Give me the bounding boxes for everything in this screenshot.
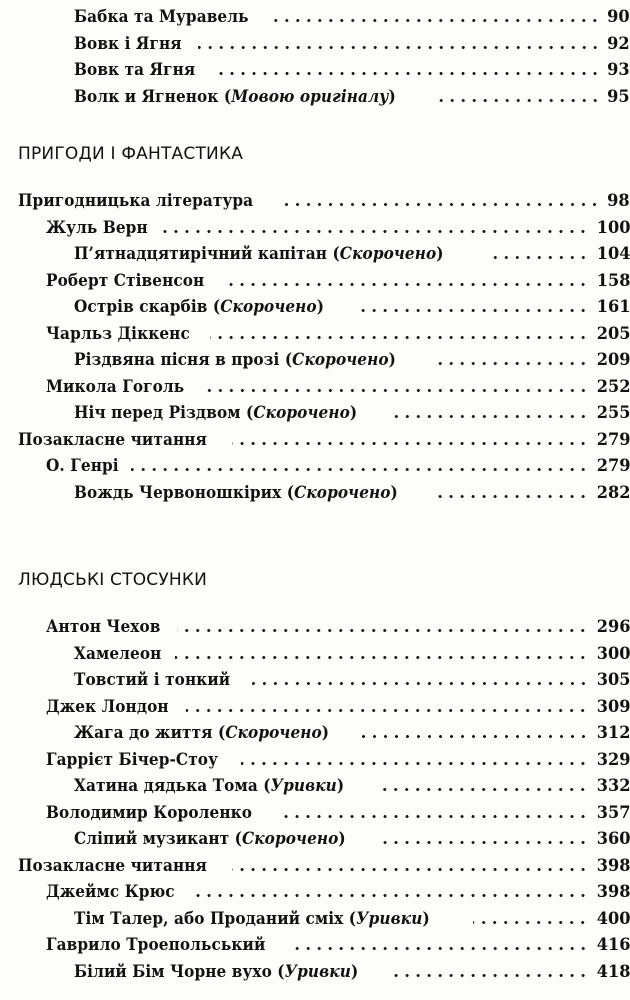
entry-title-text: Тім Талер, або Проданий сміх — [74, 909, 344, 929]
entry-title — [46, 456, 122, 476]
dot-leader — [131, 468, 589, 471]
toc-entry — [0, 215, 630, 241]
dot-leader — [283, 203, 600, 206]
entry-note: Мовою оригіналу — [231, 87, 389, 107]
entry-note: Скорочено — [241, 829, 339, 849]
dot-leader — [232, 442, 589, 445]
section-heading: ЛЮДСЬКІ СТОСУНКИ — [18, 570, 208, 590]
toc-entry — [0, 453, 630, 479]
entry-title-text: Антон Чехов — [46, 617, 161, 637]
toc-entry — [0, 347, 630, 373]
dot-leader — [380, 841, 589, 844]
entry-note: Скорочено — [220, 297, 317, 317]
toc-entry — [0, 773, 630, 799]
entry-title: Білий Бім Чорне вухо (Уривки) — [74, 962, 359, 982]
dot-leader — [226, 283, 589, 286]
toc-entry — [0, 321, 630, 347]
dot-leader — [204, 389, 589, 392]
entry-title — [46, 935, 269, 955]
dot-leader — [279, 815, 589, 818]
toc-entry — [0, 188, 630, 214]
toc-entry — [0, 800, 630, 826]
entry-title — [74, 670, 234, 690]
entry-title-text: Микола Гоголь — [46, 377, 185, 397]
toc-entry — [0, 57, 630, 83]
page-number: 400 — [596, 909, 630, 929]
dot-leader — [175, 656, 588, 659]
entry-title — [74, 34, 185, 54]
entry-title — [18, 430, 211, 450]
toc-entry — [0, 853, 630, 879]
entry-title-text: Сліпий музикант — [74, 829, 230, 849]
toc-entry — [0, 879, 630, 905]
entry-title: Ніч перед Різдвом (Скорочено) — [74, 403, 358, 423]
entry-title — [46, 882, 178, 902]
entry-title-text: Жуль Верн — [46, 218, 148, 238]
dot-leader — [362, 735, 589, 738]
entry-title — [74, 644, 165, 664]
entry-title — [46, 218, 151, 238]
page-number: 100 — [596, 218, 630, 238]
entry-note: Скорочено — [253, 403, 350, 423]
entry-title-text: П’ятнадцятирічний капітан — [74, 244, 328, 264]
entry-title: Тім Талер, або Проданий сміх (Уривки) — [74, 909, 430, 929]
page-number: 93 — [607, 60, 630, 80]
dot-leader — [378, 788, 588, 791]
entry-title: Вождь Червоношкірих (Скорочено) — [74, 483, 398, 503]
entry-title-text: Ніч перед Різдвом — [74, 403, 241, 423]
entry-title-text: Чарльз Діккенс — [46, 324, 190, 344]
toc-entry — [0, 747, 630, 773]
dot-leader — [436, 99, 601, 102]
page-number: 255 — [596, 403, 630, 423]
entry-note: Уривки — [270, 776, 337, 796]
page-number: 158 — [596, 271, 630, 291]
page-number: 418 — [596, 962, 630, 982]
dot-leader — [438, 495, 589, 498]
dot-leader — [232, 868, 589, 871]
page-number: 252 — [596, 377, 630, 397]
entry-title — [18, 856, 211, 876]
entry-title: Острів скарбів (Скорочено) — [74, 297, 325, 317]
page-number: 209 — [596, 350, 630, 370]
entry-title: Сліпий музикант (Скорочено) — [74, 829, 346, 849]
entry-title-text: Жага до життя — [74, 723, 213, 743]
entry-title-text: Товстий і тонкий — [74, 670, 231, 690]
page-number: 332 — [596, 776, 630, 796]
entry-title-text: Позакласне читання — [18, 430, 207, 450]
page-number: 305 — [596, 670, 630, 690]
entry-title: Волк и Ягненок (Мовою оригіналу) — [74, 87, 396, 107]
page-number: 279 — [596, 430, 630, 450]
section-heading: ПРИГОДИ І ФАНТАСТИКА — [18, 144, 244, 164]
entry-title — [46, 271, 208, 291]
toc-entry — [0, 294, 630, 320]
dot-leader — [393, 415, 589, 418]
entry-title-text: Хамелеон — [74, 644, 162, 664]
entry-note: Уривки — [284, 962, 351, 982]
page-number: 104 — [596, 244, 630, 264]
entry-title-text: Острів скарбів — [74, 297, 208, 317]
dot-leader — [210, 336, 589, 339]
page-number: 282 — [596, 483, 630, 503]
toc-entry — [0, 826, 630, 852]
page-number: 279 — [596, 456, 630, 476]
entry-note: Уривки — [356, 909, 423, 929]
dot-leader — [213, 72, 601, 75]
entry-note: Скорочено — [294, 483, 391, 503]
entry-title-text: О. Генрі — [46, 456, 119, 476]
dot-leader — [186, 709, 588, 712]
toc-entry — [0, 906, 630, 932]
entry-title-text: Гаврило Троепольський — [46, 935, 266, 955]
dot-leader — [163, 230, 588, 233]
entry-title-text: Пригодницька література — [18, 191, 254, 211]
toc-entry — [0, 400, 630, 426]
dot-leader — [193, 894, 589, 897]
page-number: 416 — [596, 935, 630, 955]
entry-title-text: Джеймс Крюс — [46, 882, 175, 902]
page-number: 309 — [596, 697, 630, 717]
page-number: 398 — [596, 882, 630, 902]
dot-leader — [177, 629, 588, 632]
toc-entry — [0, 31, 630, 57]
page-number: 329 — [596, 750, 630, 770]
entry-title — [46, 324, 193, 344]
entry-note: Скорочено — [225, 723, 322, 743]
entry-title — [18, 191, 257, 211]
page-number: 300 — [596, 644, 630, 664]
page-number: 398 — [596, 856, 630, 876]
page-number: 296 — [596, 617, 630, 637]
dot-leader — [241, 762, 588, 765]
toc-entry — [0, 427, 630, 453]
toc-entry — [0, 694, 630, 720]
entry-title-text: Вовк та Ягня — [74, 60, 196, 80]
entry-title-text: Різдвяна пісня в прозі — [74, 350, 280, 370]
toc-entry — [0, 480, 630, 506]
page-number: 92 — [607, 34, 630, 54]
toc-entry — [0, 84, 630, 110]
toc-entry — [0, 4, 630, 30]
toc-entry — [0, 932, 630, 958]
entry-title-text: Волк и Ягненок — [74, 87, 219, 107]
entry-title-text: Роберт Стівенсон — [46, 271, 205, 291]
toc-entry — [0, 268, 630, 294]
dot-leader — [489, 256, 589, 259]
entry-title — [46, 617, 164, 637]
dot-leader — [394, 974, 589, 977]
dot-leader — [252, 682, 589, 685]
entry-title — [46, 803, 256, 823]
toc-entry — [0, 720, 630, 746]
entry-title — [46, 697, 172, 717]
toc-entry — [0, 641, 630, 667]
entry-title-text: Білий Бім Чорне вухо — [74, 962, 272, 982]
toc-entry — [0, 959, 630, 985]
entry-title: Жага до життя (Скорочено) — [74, 723, 330, 743]
page-number: 90 — [607, 7, 630, 27]
toc-entry — [0, 614, 630, 640]
entry-title: Хатина дядька Тома (Уривки) — [74, 776, 345, 796]
page-number: 360 — [596, 829, 630, 849]
entry-title-text: Вождь Червоношкірих — [74, 483, 282, 503]
entry-note: Скорочено — [292, 350, 389, 370]
entry-title-text: Позакласне читання — [18, 856, 207, 876]
page-number: 98 — [607, 191, 630, 211]
toc-entry — [0, 374, 630, 400]
entry-title-text: Бабка та Муравель — [74, 7, 249, 27]
entry-title-text: Гаррієт Бічер-Стоу — [46, 750, 218, 770]
entry-title — [74, 60, 199, 80]
toc-entry — [0, 241, 630, 267]
entry-title: Різдвяна пісня в прозі (Скорочено) — [74, 350, 397, 370]
page-number: 95 — [607, 87, 630, 107]
page-number: 205 — [596, 324, 630, 344]
entry-title-text: Володимир Короленко — [46, 803, 253, 823]
entry-title — [74, 7, 252, 27]
dot-leader — [198, 46, 601, 49]
entry-title — [46, 377, 188, 397]
page-number: 161 — [596, 297, 630, 317]
page-number: 312 — [596, 723, 630, 743]
entry-title-text: Хатина дядька Тома — [74, 776, 258, 796]
entry-note: Скорочено — [339, 244, 437, 264]
toc-entry — [0, 667, 630, 693]
entry-title — [46, 750, 222, 770]
dot-leader — [473, 921, 588, 924]
dot-leader — [356, 309, 589, 312]
dot-leader — [436, 362, 589, 365]
dot-leader — [272, 19, 600, 22]
entry-title-text: Джек Лондон — [46, 697, 169, 717]
entry-title: П’ятнадцятирічний капітан (Скорочено) — [74, 244, 444, 264]
entry-title-text: Вовк і Ягня — [74, 34, 182, 54]
dot-leader — [294, 947, 589, 950]
page-number: 357 — [596, 803, 630, 823]
